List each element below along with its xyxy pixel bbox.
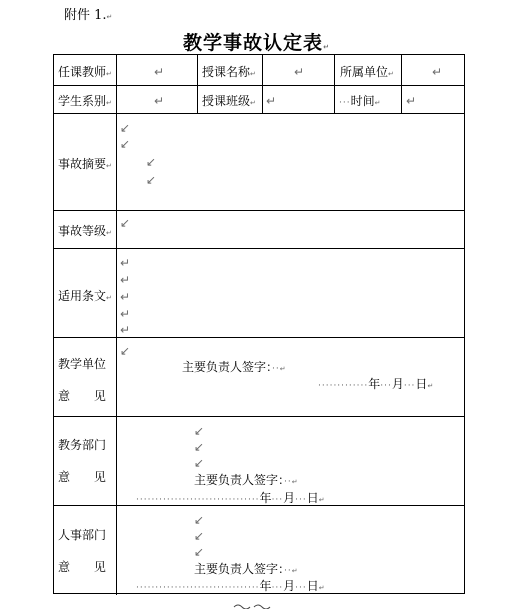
academic-affairs-content[interactable]: ↙ <box>194 456 205 470</box>
time-value[interactable]: ↵ <box>406 94 417 108</box>
academic-affairs-label: 教务部门 意 见 <box>58 438 116 484</box>
attachment-label: 附件 1.↵ <box>64 8 113 23</box>
personnel-label: 人事部门 意 见 <box>58 528 116 574</box>
level-label: 事故等级↵ <box>58 224 112 238</box>
clause-content[interactable]: ↵ <box>120 307 131 321</box>
teaching-unit-content[interactable]: ↙ <box>120 344 131 358</box>
personnel-signature[interactable]: 主要负责人签字：··↵ <box>194 562 298 576</box>
unit-label: 所属单位↵ <box>340 65 394 79</box>
department-label: 学生系别↵ <box>58 94 112 108</box>
column-divider <box>262 55 263 113</box>
personnel-date[interactable]: ································年···月···日↵ <box>136 579 325 593</box>
personnel-content[interactable]: ↙ <box>194 545 205 559</box>
clause-content[interactable]: ↵ <box>120 256 131 270</box>
teaching-unit-signature[interactable]: 主要负责人签字：··↵ <box>182 360 286 374</box>
personnel-content[interactable]: ↙ <box>194 513 205 527</box>
summary-content[interactable]: ↙ <box>120 137 131 151</box>
personnel-content[interactable]: ↙ <box>194 529 205 543</box>
summary-content[interactable]: ↙ <box>120 121 131 135</box>
time-label: ···时间↵ <box>339 94 381 108</box>
page-footer-mark <box>232 602 272 611</box>
academic-affairs-content[interactable]: ↙ <box>194 424 205 438</box>
clause-content[interactable]: ↵ <box>120 273 131 287</box>
teaching-unit-date[interactable]: ·············年···月···日↵ <box>318 377 434 391</box>
teaching-unit-label: 教学单位 意 见 <box>58 357 116 403</box>
class-value[interactable]: ↵ <box>266 94 277 108</box>
class-label: 授课班级↵ <box>202 94 256 108</box>
course-name-value[interactable]: ↵ <box>294 65 305 79</box>
incident-form-table <box>53 54 465 594</box>
footer-squiggle-icon <box>232 603 272 609</box>
column-divider <box>401 55 402 113</box>
course-name-label: 授课名称↵ <box>202 65 256 79</box>
academic-affairs-content[interactable]: ↙ <box>194 440 205 454</box>
summary-label: 事故摘要↵ <box>58 157 112 171</box>
academic-affairs-date[interactable]: ································年···月···日↵ <box>136 491 325 505</box>
form-title: 教学事故认定表↵ <box>183 32 330 54</box>
column-divider <box>116 55 117 595</box>
clause-content[interactable]: ↵ <box>120 323 131 337</box>
unit-value[interactable]: ↵ <box>432 65 443 79</box>
level-content[interactable]: ↙ <box>120 216 131 230</box>
teacher-label: 任课教师↵ <box>58 65 112 79</box>
clause-label: 适用条文↵ <box>58 289 112 303</box>
summary-content[interactable]: ↙ <box>146 173 157 187</box>
academic-affairs-signature[interactable]: 主要负责人签字：··↵ <box>194 473 298 487</box>
summary-content[interactable]: ↙ <box>146 155 157 169</box>
column-divider <box>334 55 335 113</box>
column-divider <box>197 55 198 113</box>
department-value[interactable]: ↵ <box>154 94 165 108</box>
clause-content[interactable]: ↵ <box>120 290 131 304</box>
teacher-value[interactable]: ↵ <box>154 65 165 79</box>
